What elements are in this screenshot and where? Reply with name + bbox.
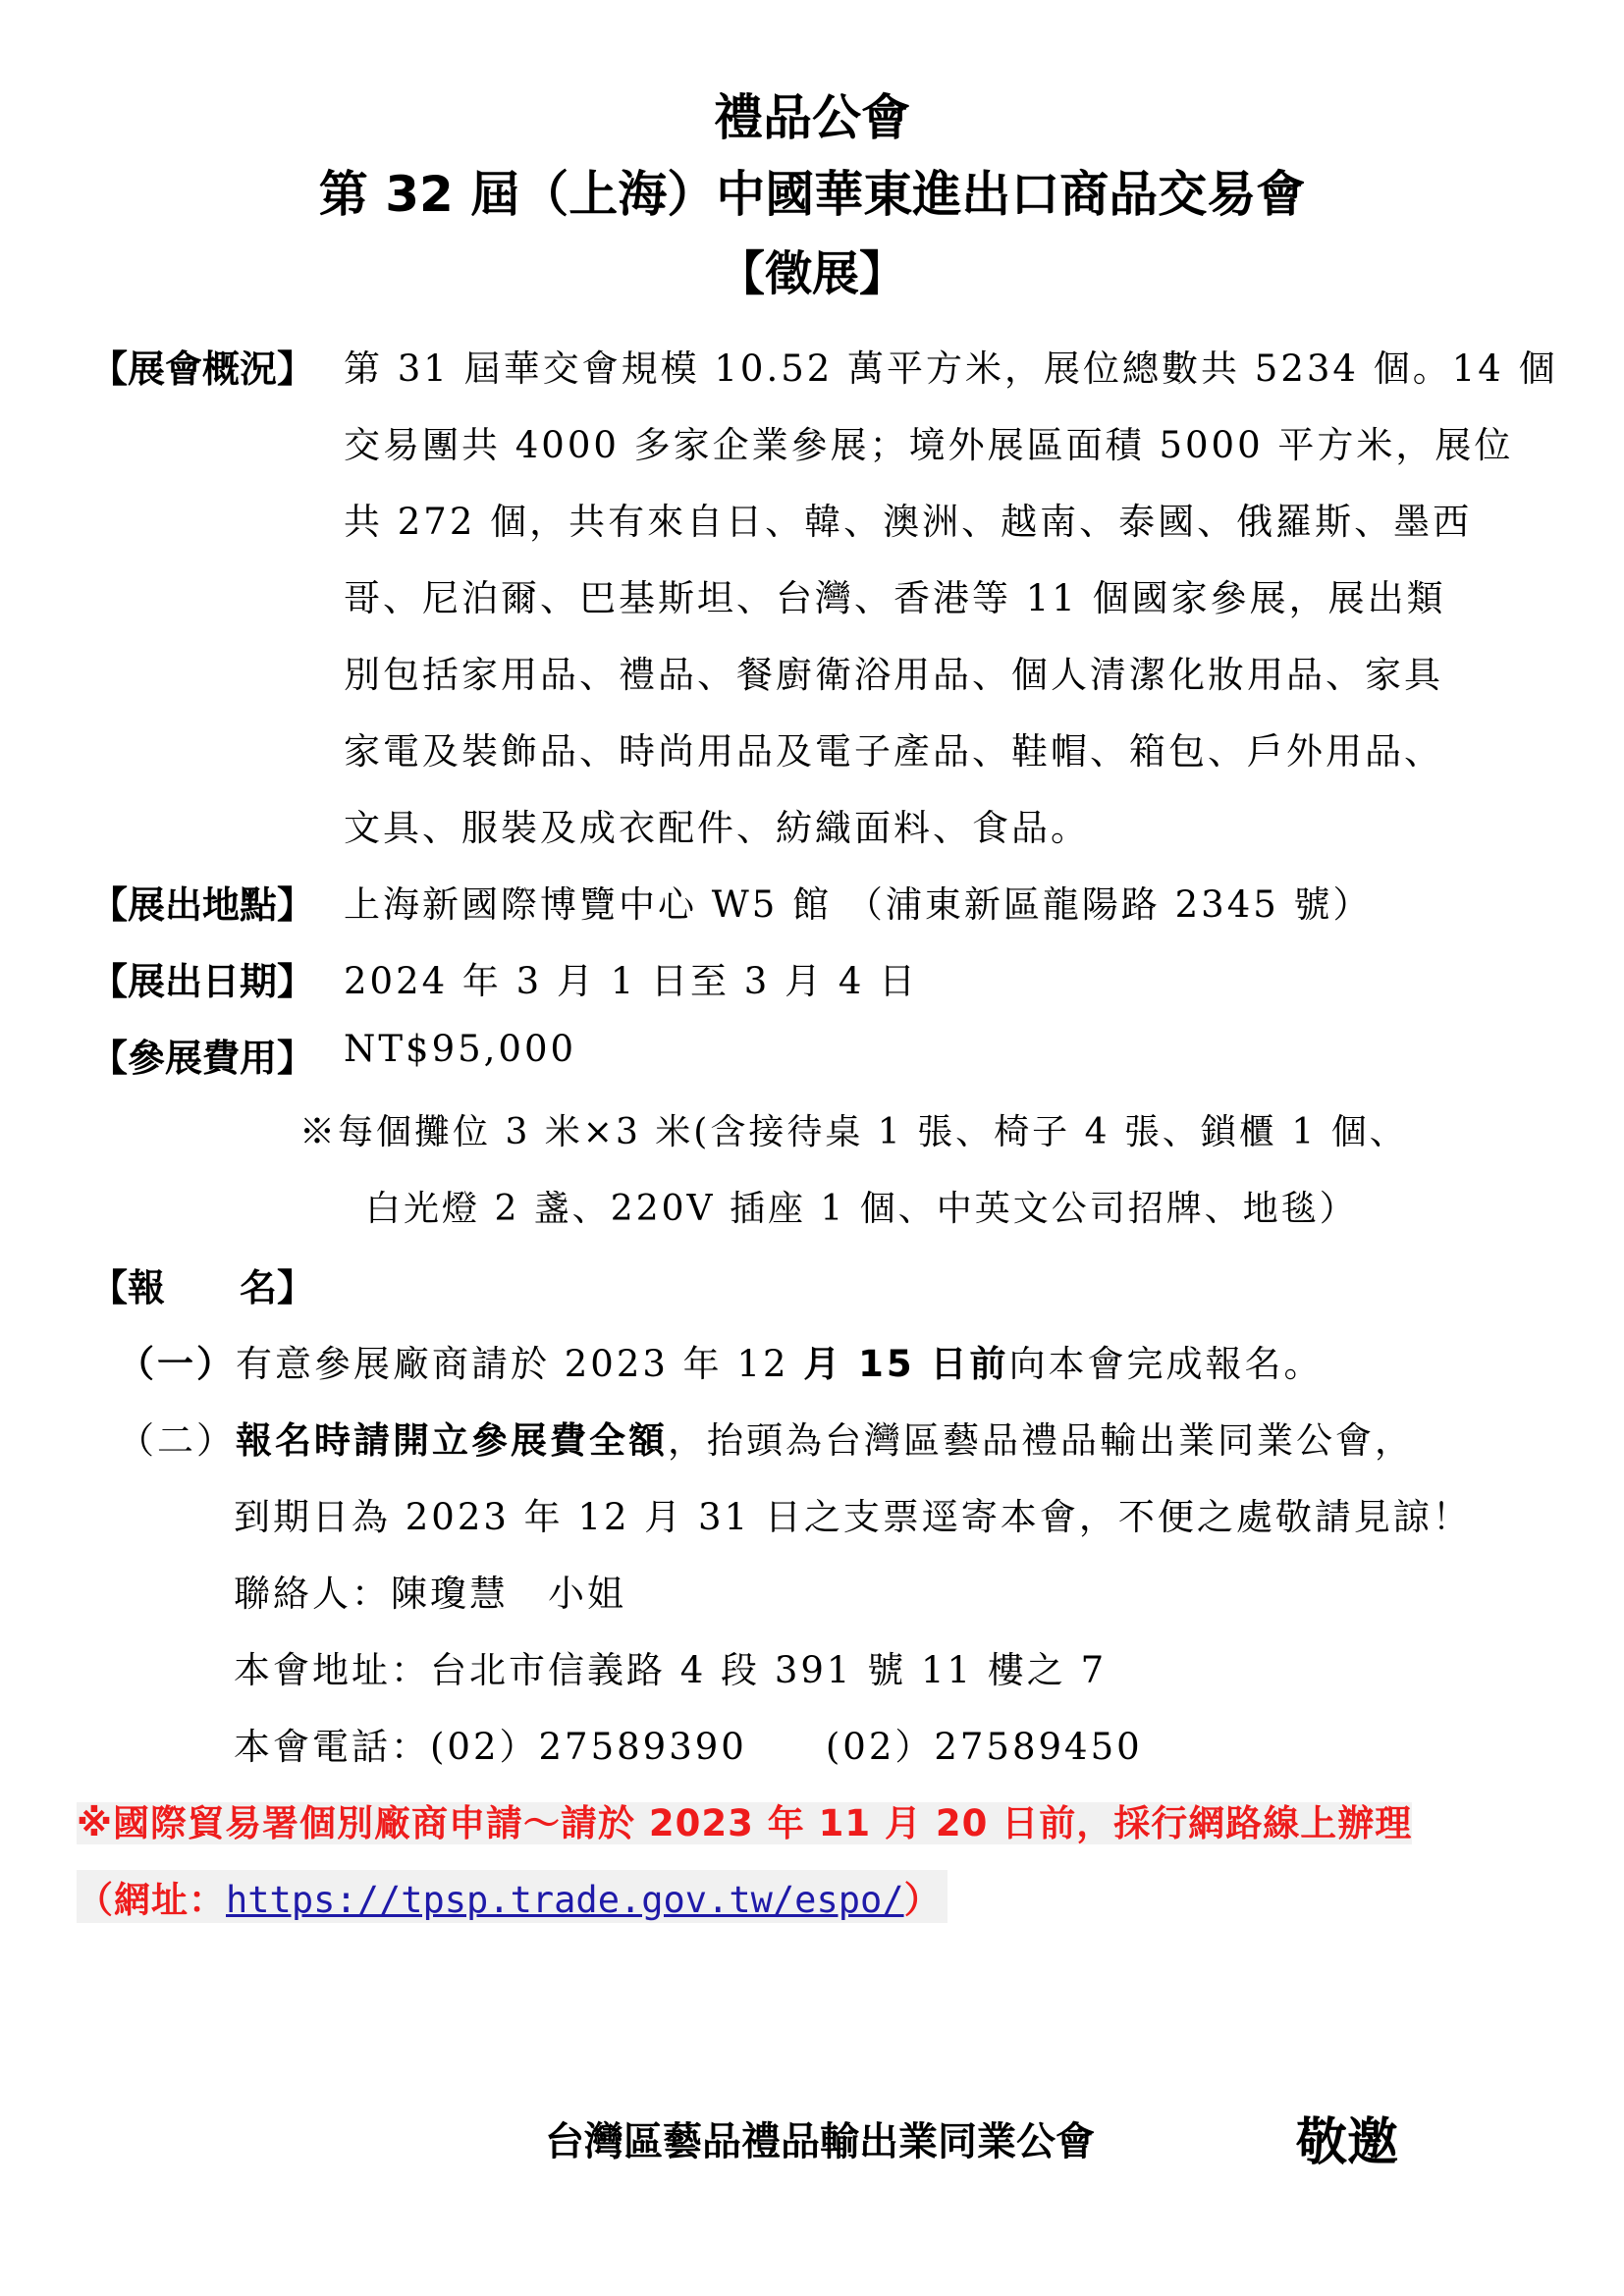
website-link[interactable]: https://tpsp.trade.gov.tw/espo/ <box>226 1879 904 1921</box>
registration-item-2 <box>118 1411 1414 1464</box>
item-number: （一） <box>118 1343 236 1385</box>
dates-value: 2024 年 3 月 1 日至 3 月 4 日 <box>344 960 919 1002</box>
venue-value: 上海新國際博覽中心 W5 館 （浦東新區龍陽路 2345 號） <box>344 883 1373 926</box>
item-text: 向本會完成報名。 <box>1008 1343 1324 1385</box>
contact-person: 聯絡人：陳瓊慧 小姐 <box>234 1573 626 1615</box>
fee-note-line: ※每個攤位 3 米×3 米(含接待桌 1 張、椅子 4 張、鎖櫃 1 個、 <box>299 1112 1408 1152</box>
fee-value: NT$95,000 <box>344 1028 577 1070</box>
online-application-notice <box>77 1793 1412 1846</box>
registration-label: 【報 名】 <box>90 1266 315 1309</box>
item-number: （二） <box>118 1419 236 1462</box>
office-phone: 本會電話：(02）27589390 (02）27589450 <box>234 1726 1143 1768</box>
registration-item-1 <box>118 1334 1324 1387</box>
overview-line: 共 272 個，共有來自日、韓、澳洲、越南、泰國、俄羅斯、墨西 <box>344 501 1473 543</box>
call-badge: 【徵展】 <box>717 246 906 301</box>
website-suffix: ） <box>903 1879 942 1921</box>
item-text: ，抬頭為台灣區藝品禮品輸出業同業公會， <box>668 1419 1414 1462</box>
overview-line: 第 31 屆華交會規模 10.52 萬平方米，展位總數共 5234 個。14 個 <box>344 347 1558 390</box>
item-text: 有意參展廠商請於 2023 年 12 <box>236 1343 804 1385</box>
org-title: 禮品公會 <box>714 89 910 146</box>
overview-line: 別包括家用品、禮品、餐廚衛浴用品、個人清潔化妝用品、家具 <box>344 654 1443 696</box>
payment-emphasis: 報名時請開立參展費全額 <box>236 1419 668 1462</box>
fee-label: 【參展費用】 <box>90 1037 315 1080</box>
overview-line: 家電及裝飾品、時尚用品及電子產品、鞋帽、箱包、戶外用品、 <box>344 730 1443 773</box>
overview-line: 哥、尼泊爾、巴基斯坦、台灣、香港等 11 個國家參展，展出類 <box>344 577 1446 619</box>
venue-label: 【展出地點】 <box>90 883 315 927</box>
website-line <box>77 1870 947 1923</box>
notice-text: ※國際貿易署個別廠商申請～請於 2023 年 11 月 20 日前，採行網路線上辦理 <box>77 1802 1413 1844</box>
registration-item-2-line: 到期日為 2023 年 12 月 31 日之支票逕寄本會，不便之處敬請見諒！ <box>234 1496 1472 1538</box>
dates-label: 【展出日期】 <box>90 960 315 1003</box>
fee-note-line: 白光燈 2 盞、220V 插座 1 個、中英文公司招牌、地毯） <box>365 1189 1358 1229</box>
overview-label: 【展會概況】 <box>90 347 315 391</box>
event-title: 第 32 屆（上海）中國華東進出口商品交易會 <box>318 166 1306 223</box>
deadline-emphasis: 月 15 日前 <box>803 1343 1009 1385</box>
office-address: 本會地址：台北市信義路 4 段 391 號 11 樓之 7 <box>234 1649 1108 1691</box>
website-prefix: （網址： <box>77 1879 226 1921</box>
signature-closing: 敬邀 <box>1296 2112 1399 2172</box>
overview-line: 交易團共 4000 多家企業參展；境外展區面積 5000 平方米，展位 <box>344 424 1514 466</box>
overview-line: 文具、服裝及成衣配件、紡織面料、食品。 <box>344 807 1090 849</box>
signature-org: 台灣區藝品禮品輸出業同業公會 <box>545 2119 1095 2164</box>
